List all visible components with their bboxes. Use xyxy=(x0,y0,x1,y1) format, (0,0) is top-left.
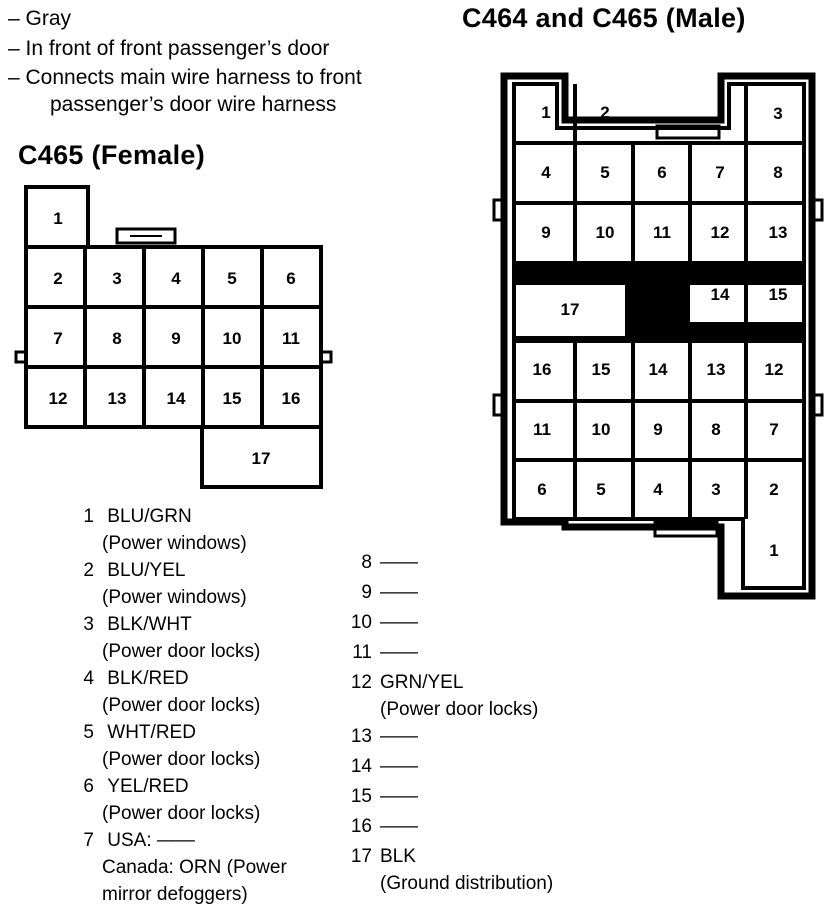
location-color: – Gray xyxy=(8,7,72,30)
legend-item-15: 15 —— xyxy=(350,786,418,807)
location-position: – In front of front passenger’s door xyxy=(8,37,330,60)
legend-left: 1 BLU/GRN (Power windows) 2 BLU/YEL (Power windows) 3 BLK/WHT (Power door locks) 4 BLK/RED (Power door locks) 5 WHT/RED (Power door locks) 6 YEL/RED (Power door locks) 7 USA: —— Canada: ORN (Power mirror defoggers) xyxy=(80,503,287,908)
legend-right: 8 —— 9 —— 10 —— 11 —— 12 GRN/YEL (Power door locks) 13 —— 14 —— 15 —— 16 —— 17 BLK (Ground distribution) xyxy=(342,548,553,896)
legend-item-12: 12 GRN/YEL xyxy=(350,672,464,693)
male-pin-3-top: 3 xyxy=(773,104,783,123)
legend-item-13: 13 —— xyxy=(350,726,418,747)
male-pin-1-top: 1 xyxy=(541,103,551,122)
male-pin-12-bot: 12 xyxy=(764,360,784,379)
male-pin-5-top: 5 xyxy=(600,163,610,182)
male-pin-12-top: 12 xyxy=(710,223,730,242)
female-pin-14: 14 xyxy=(166,389,186,408)
male-pin-10-top: 10 xyxy=(595,223,615,242)
female-pin-7: 7 xyxy=(53,329,63,348)
male-pin-14-bot: 14 xyxy=(648,360,668,379)
legend-item-10: 10 —— xyxy=(350,612,418,633)
male-pin-16-bot: 16 xyxy=(532,360,552,379)
legend-item-8: 8 —— xyxy=(361,552,418,573)
male-pin-8-top: 8 xyxy=(773,163,783,182)
female-pin-12: 12 xyxy=(48,389,68,408)
legend-item-2: 2 BLU/YEL xyxy=(83,560,186,581)
male-pin-3-bot: 3 xyxy=(711,480,721,499)
female-pin-6: 6 xyxy=(286,269,296,288)
female-pin-11: 11 xyxy=(282,329,300,348)
male-pin-2-bot: 2 xyxy=(769,480,779,499)
male-pin-6-top: 6 xyxy=(657,163,667,182)
legend-item-16: 16 —— xyxy=(350,816,418,837)
female-pin-4: 4 xyxy=(171,269,181,288)
female-connector-title: C465 (Female) xyxy=(18,140,205,170)
legend-item-4: 4 BLK/RED xyxy=(83,668,189,689)
legend-item-3: 3 BLK/WHT xyxy=(83,614,192,635)
male-pin-2-top: 2 xyxy=(600,103,610,122)
female-pin-16: 16 xyxy=(281,389,301,408)
female-pin-10: 10 xyxy=(222,329,242,348)
male-pin-6-bot: 6 xyxy=(537,480,547,499)
male-pin-9-bot: 9 xyxy=(653,420,663,439)
male-pin-15-bot: 15 xyxy=(591,360,611,379)
male-pin-10-bot: 10 xyxy=(591,420,611,439)
male-pin-7-top: 7 xyxy=(715,163,725,182)
male-pin-11-bot: 11 xyxy=(533,420,551,439)
male-pin-1-bot: 1 xyxy=(769,541,779,560)
female-pin-8: 8 xyxy=(112,329,122,348)
legend-item-1: 1 BLU/GRN xyxy=(83,506,192,527)
legend-item-9: 9 —— xyxy=(361,582,418,603)
female-pin-5: 5 xyxy=(227,269,237,288)
female-pin-13: 13 xyxy=(107,389,127,408)
male-pin-17-mid: 17 xyxy=(560,300,580,319)
location-function: – Connects main wire harness to front xyxy=(8,66,362,89)
male-pin-11-top: 11 xyxy=(653,223,671,242)
male-pin-15-top: 15 xyxy=(768,285,788,304)
male-pin-7-bot: 7 xyxy=(769,420,779,439)
male-pin-4-top: 4 xyxy=(541,163,551,182)
male-pin-13-top: 13 xyxy=(768,223,788,242)
legend-item-7: 7 USA: —— xyxy=(83,830,195,851)
male-pin-14-top: 14 xyxy=(710,285,730,304)
male-pin-13-bot: 13 xyxy=(706,360,726,379)
legend-item-5: 5 WHT/RED xyxy=(83,722,196,743)
male-pin-4-bot: 4 xyxy=(653,480,663,499)
female-pin-17: 17 xyxy=(251,449,271,468)
female-pin-15: 15 xyxy=(222,389,242,408)
female-pin-9: 9 xyxy=(171,329,181,348)
legend-item-14: 14 —— xyxy=(350,756,418,777)
female-pin-2: 2 xyxy=(53,269,63,288)
female-pin-3: 3 xyxy=(112,269,122,288)
male-pin-5-bot: 5 xyxy=(596,480,606,499)
male-pin-8-bot: 8 xyxy=(711,420,721,439)
location-function-cont: passenger’s door wire harness xyxy=(50,93,337,116)
legend-item-17: 17 BLK xyxy=(350,846,416,867)
legend-item-6: 6 YEL/RED xyxy=(83,776,189,797)
legend-item-11: 11 —— xyxy=(352,642,418,663)
male-connector-title: C464 and C465 (Male) xyxy=(462,3,746,33)
male-pin-9-top: 9 xyxy=(541,223,551,242)
female-pin-1: 1 xyxy=(53,209,63,228)
